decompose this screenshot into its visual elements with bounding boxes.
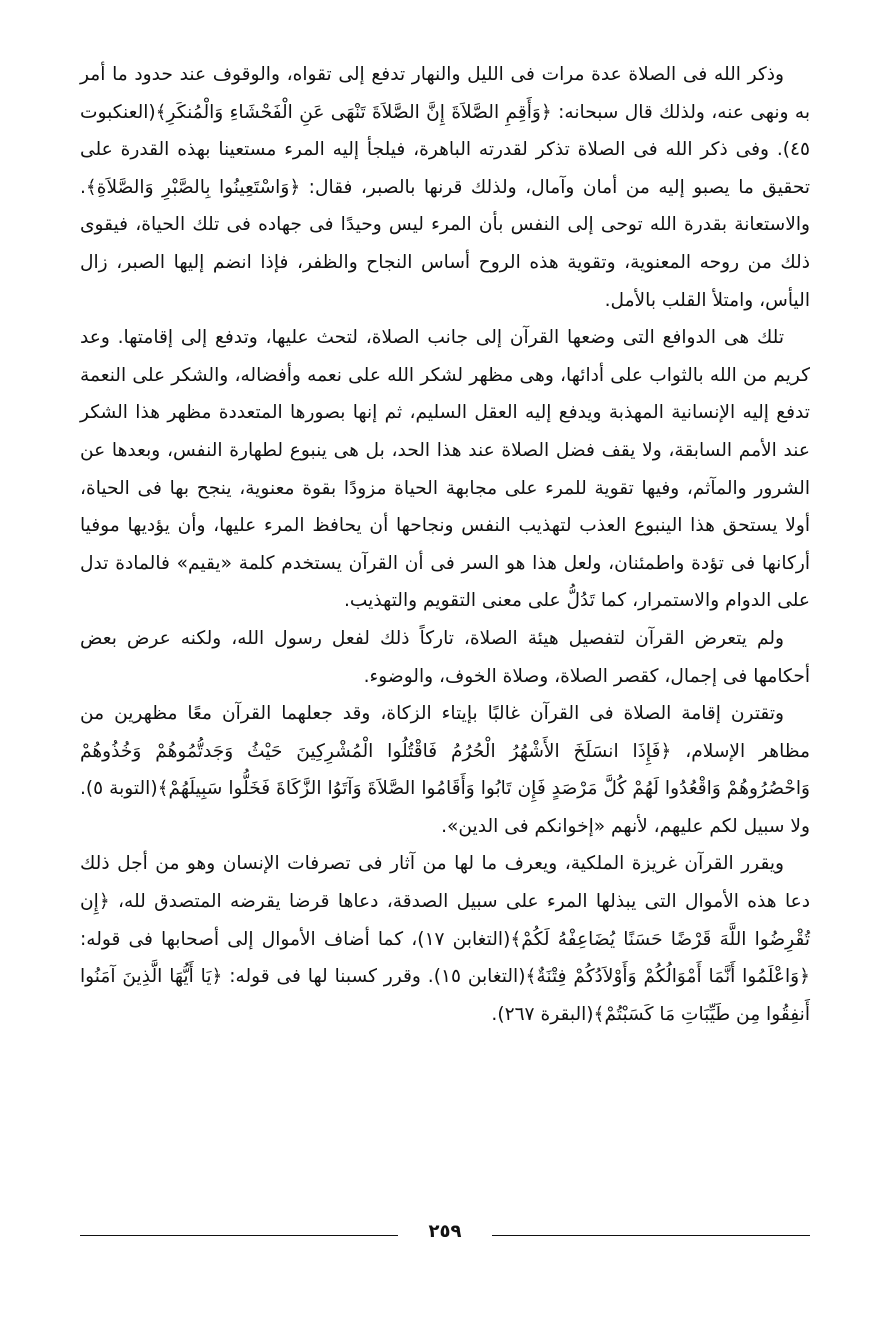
footer-rule-left [80, 1235, 398, 1236]
paragraph-4: وتقترن إقامة الصلاة فى القرآن غالبًا بإيتاء الزكاة، وقد جعلهما القرآن معًا مظهرين من مظاهر الإسلام، ﴿فَإِذَا انسَلَخَ الأَشْهُرُ الْحُرُمُ فَاقْتُلُوا الْمُشْرِكِينَ حَيْثُ وَجَدتُّمُوهُمْ وَخُذُوهُمْ وَاحْصُرُوهُمْ وَاقْعُدُوا لَهُمْ كُلَّ مَرْصَدٍ فَإِن تَابُوا وَأَقَامُوا الصَّلاَةَ وَآتَوُا الزَّكَاةَ فَخَلُّوا سَبِيلَهُمْ﴾(التوبة ٥). ولا سبيل لكم عليهم، لأنهم «إخوانكم فى الدين». [80, 703, 810, 837]
page-number: ٢٥٩ [428, 1221, 462, 1242]
paragraph-1: وذكر الله فى الصلاة عدة مرات فى الليل والنهار تدفع إلى تقواه، والوقوف عند حدود ما أمر به ونهى عنه، ولذلك قال سبحانه: ﴿وَأَقِمِ الصَّلاَةَ إِنَّ الصَّلاَةَ تَنْهَى عَنِ الْفَحْشَاءِ وَالْمُنكَرِ﴾(العنكبوت ٤٥). وفى ذكر الله فى الصلاة تذكر لقدرته الباهرة، فيلجأ إليه المرء مستعينا بهذه القدرة على تحقيق ما يصبو إليه من أمان وآمال، ولذلك قرنها بالصبر، فقال: ﴿وَاسْتَعِينُوا بِالصَّبْرِ وَالصَّلاَةِ﴾. والاستعانة بقدرة الله توحى إلى النفس بأن المرء ليس وحيدًا فى جهاده فى تلك الحياة، فيقوى ذلك من روحه المعنوية، وتقوية هذه الروح أساس النجاح والظفر، فإذا انضم إليها الصبر، زال اليأس، وامتلأ القلب بالأمل. [80, 64, 810, 311]
page-footer [80, 1221, 810, 1245]
paragraph-2: تلك هى الدوافع التى وضعها القرآن إلى جانب الصلاة، لتحث عليها، وتدفع إلى إقامتها. وعد كريم من الله بالثواب على أدائها، وهى مظهر لشكر الله على نعمه وأفضاله، والشكر على النعمة تدفع إليه الإنسانية المهذبة ويدفع إليه العقل السليم، ثم إنها بصورها المتعددة مظهر هذا الشكر عند الأمم السابقة، ولا يقف فضل الصلاة عند هذا الحد، بل هى ينبوع لطهارة النفس، وبعدها عن الشرور والمآثم، وفيها تقوية للمرء على مجابهة الحياة مزودًا بقوة معنوية، ينجح بها فى الحياة، أولا يستحق هذا الينبوع العذب لتهذيب النفس ونجاحها أن يحافظ المرء عليها، وأن يؤديها موفيا أركانها فى تؤدة واطمئنان، ولعل هذا هو السر فى أن القرآن يستخدم كلمة «يقيم» فالمادة تدل على الدوام والاستمرار، كما تَدُلُّ على معنى التقويم والتهذيب. [80, 327, 810, 612]
page-body [80, 56, 810, 1033]
footer-rule-right [492, 1235, 810, 1236]
paragraph-3: ولم يتعرض القرآن لتفصيل هيئة الصلاة، تاركاً ذلك لفعل رسول الله، ولكنه عرض بعض أحكامها فى إجمال، كقصر الصلاة، وصلاة الخوف، والوضوء. [80, 627, 810, 687]
paragraph-5: ويقرر القرآن غريزة الملكية، ويعرف ما لها من آثار فى تصرفات الإنسان وهو من أجل ذلك دعا هذه الأموال التى يبذلها المرء على سبيل الصدقة، دعاها قرضا يقرضه المتصدق لله، ﴿إِن تُقْرِضُوا اللَّهَ قَرْضًا حَسَنًا يُضَاعِفْهُ لَكُمْ﴾(التغابن ١٧)، كما أضاف الأموال إلى أصحابها فى قوله: ﴿وَاعْلَمُوا أَنَّمَا أَمْوَالُكُمْ وَأَوْلاَدُكُمْ فِتْنَةٌ﴾(التغابن ١٥). وقرر كسبنا لها فى قوله: ﴿يَا أَيُّهَا الَّذِينَ آمَنُوا أَنفِقُوا مِن طَيِّبَاتِ مَا كَسَبْتُمْ﴾(البقرة ٢٦٧). [80, 853, 810, 1025]
